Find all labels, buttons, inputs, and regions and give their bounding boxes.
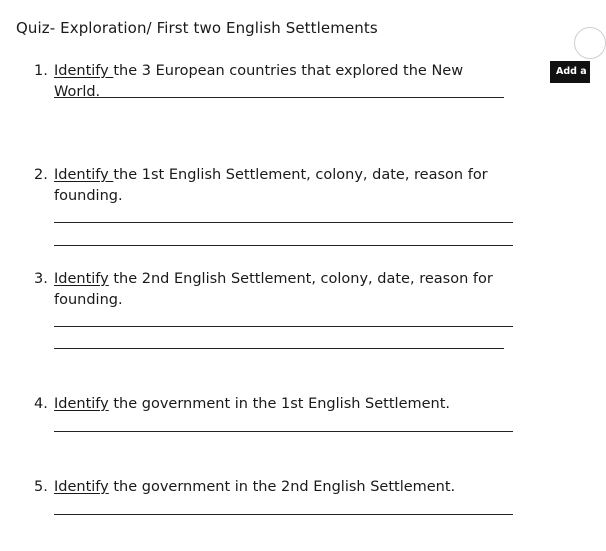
add-button[interactable]: Add a — [550, 61, 590, 83]
answer-line[interactable] — [54, 348, 504, 349]
answer-line[interactable] — [54, 222, 513, 223]
answer-line[interactable] — [54, 514, 513, 515]
quiz-title: Quiz- Exploration/ First two English Settlements — [16, 19, 378, 37]
question-text: the 1st English Settlement, colony, date, reason for founding. — [54, 167, 488, 204]
question-keyword: Identify — [54, 479, 109, 495]
question-number: 3. — [34, 271, 48, 287]
circle-button[interactable] — [574, 27, 606, 59]
answer-line[interactable] — [54, 97, 504, 98]
question-text: the government in the 2nd English Settlement. — [108, 479, 456, 495]
question-keyword: Identify — [54, 396, 109, 412]
question-5 — [34, 477, 504, 498]
question-4 — [34, 394, 504, 415]
question-number: 5. — [34, 479, 48, 495]
question-text: the 2nd English Settlement, colony, date, reason for founding. — [54, 271, 493, 308]
question-keyword: Identify — [54, 271, 109, 287]
question-keyword: Identify — [54, 167, 114, 183]
answer-line[interactable] — [54, 245, 513, 246]
question-keyword: Identify — [54, 63, 114, 79]
question-text: the 3 European countries that explored the New World. — [54, 63, 464, 100]
question-number: 2. — [34, 167, 48, 183]
answer-line[interactable] — [54, 431, 513, 432]
question-2 — [34, 165, 504, 207]
question-text: the government in the 1st English Settlement. — [108, 396, 451, 412]
question-3 — [34, 269, 504, 311]
question-number: 1. — [34, 63, 48, 79]
question-number: 4. — [34, 396, 48, 412]
answer-line[interactable] — [54, 326, 513, 327]
